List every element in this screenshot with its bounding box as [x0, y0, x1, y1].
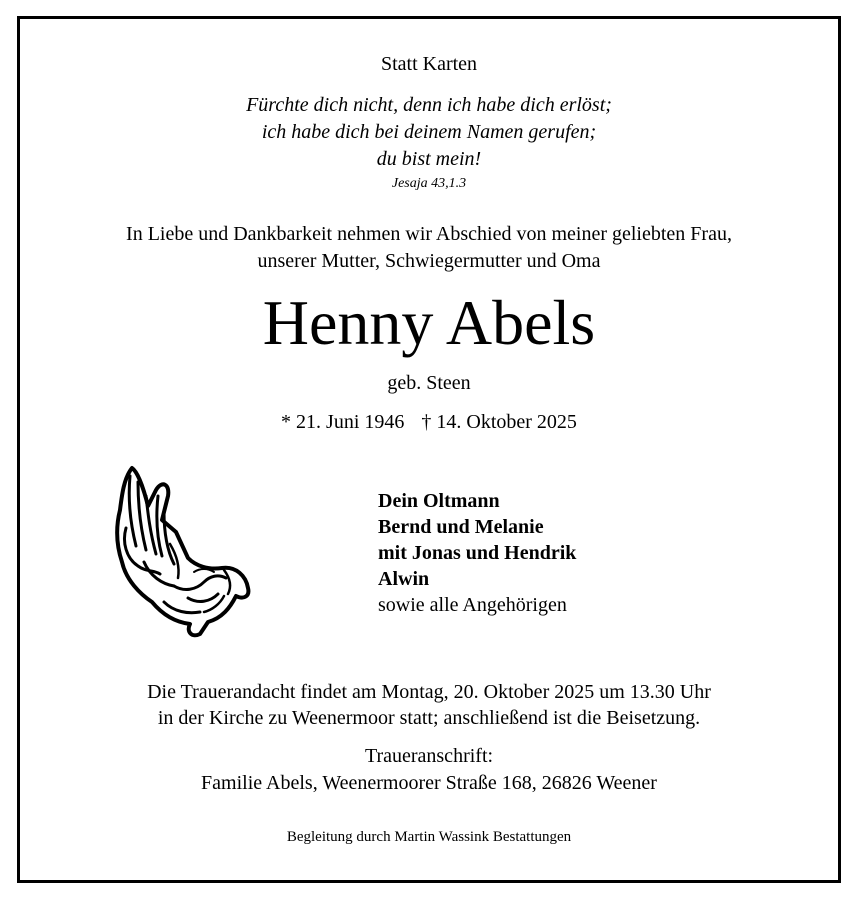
survivor-line: Dein Oltmann: [378, 490, 500, 512]
survivor-line: Alwin: [378, 568, 430, 590]
address-value: Familie Abels, Weenermoorer Straße 168, 26826 Weener: [201, 772, 657, 794]
intro-text: [0, 221, 858, 275]
verse-reference: Jesaja 43,1.3: [391, 176, 467, 191]
bible-verse: [0, 92, 858, 173]
maiden-name: geb. Steen: [387, 372, 471, 394]
survivor-line: mit Jonas und Hendrik: [378, 542, 577, 564]
survivor-relatives: sowie alle Angehörigen: [378, 594, 567, 616]
intro-line: unserer Mutter, Schwiegermutter und Oma: [257, 250, 601, 272]
address-label: Traueranschrift:: [364, 745, 494, 767]
service-info: [0, 679, 858, 731]
survivors-list: [378, 488, 576, 618]
praying-hands-icon: [104, 462, 254, 642]
survivor-line: Bernd und Melanie: [378, 516, 544, 538]
birth-date: * 21. Juni 1946: [281, 411, 405, 433]
deceased-name: Henny Abels: [262, 287, 596, 358]
verse-line: ich habe dich bei deinem Namen gerufen;: [261, 121, 597, 143]
mourning-address: [0, 743, 858, 797]
death-date: † 14. Oktober 2025: [421, 411, 577, 433]
notice-header: Statt Karten: [380, 53, 478, 75]
intro-line: In Liebe und Dankbarkeit nehmen wir Abschied von meiner geliebten Frau,: [126, 223, 732, 245]
verse-line: du bist mein!: [376, 148, 482, 170]
service-line: Die Trauerandacht findet am Montag, 20. Oktober 2025 um 13.30 Uhr: [147, 681, 711, 703]
verse-line: Fürchte dich nicht, denn ich habe dich erlöst;: [246, 94, 612, 116]
funeral-home-credit: Begleitung durch Martin Wassink Bestattungen: [286, 829, 572, 845]
service-line: in der Kirche zu Weenermoor statt; anschließend ist die Beisetzung.: [157, 707, 701, 729]
life-dates: [0, 411, 858, 434]
